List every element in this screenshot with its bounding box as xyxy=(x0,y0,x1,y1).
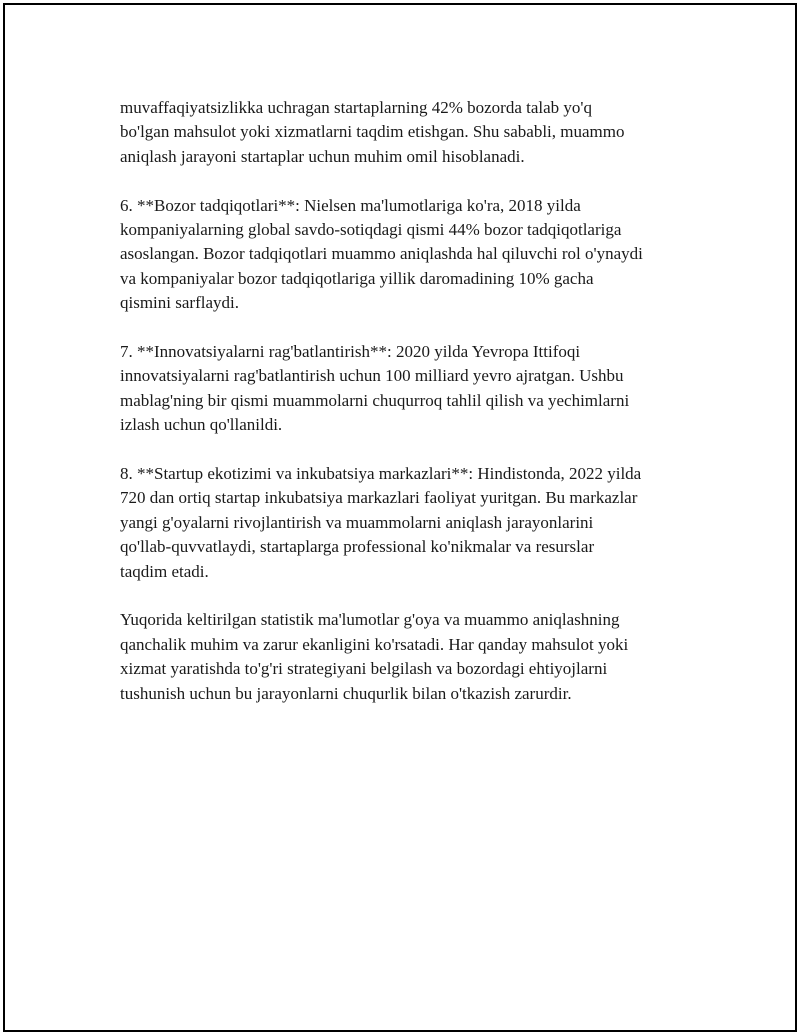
text-line: innovatsiyalarni rag'batlantirish uchun 100 milliard yevro ajratgan. Ushbu xyxy=(120,366,624,386)
text-line: qanchalik muhim va zarur ekanligini ko'rsatadi. Har qanday mahsulot yoki xyxy=(120,634,629,654)
text-line: qo'llab-quvvatlaydi, startaplarga professional ko'nikmalar va resurslar xyxy=(120,537,595,557)
text-line: qismini sarflaydi. xyxy=(120,293,239,313)
text-line: taqdim etadi. xyxy=(120,561,209,581)
text-line: tushunish uchun bu jarayonlarni chuqurlik bilan o'tkazish zarurdir. xyxy=(120,683,572,703)
text-line: 6. **Bozor tadqiqotlari**: Nielsen ma'lumotlariga ko'ra, 2018 yilda xyxy=(120,195,581,215)
text-line: 720 dan ortiq startap inkubatsiya markazlari faoliyat yuritgan. Bu markazlar xyxy=(120,488,638,508)
text-line: yangi g'oyalarni rivojlantirish va muammolarni aniqlash jarayonlarini xyxy=(120,512,594,532)
paragraph-item-8 xyxy=(120,462,700,584)
text-line: bo'lgan mahsulot yoki xizmatlarni taqdim etishgan. Shu sababli, muammo xyxy=(120,122,625,142)
text-line: izlash uchun qo'llanildi. xyxy=(120,415,283,435)
paragraph-intro-continuation xyxy=(120,96,700,169)
text-line: va kompaniyalar bozor tadqiqotlariga yillik daromadining 10% gacha xyxy=(120,268,594,288)
text-line: 8. **Startup ekotizimi va inkubatsiya markazlari**: Hindistonda, 2022 yilda xyxy=(120,464,642,484)
page-frame xyxy=(3,3,797,1032)
text-line: 7. **Innovatsiyalarni rag'batlantirish**: 2020 yilda Yevropa Ittifoqi xyxy=(120,342,581,362)
paragraph-item-7 xyxy=(120,340,700,438)
text-line: aniqlash jarayoni startaplar uchun muhim omil hisoblanadi. xyxy=(120,146,525,166)
text-line: xizmat yaratishda to'g'ri strategiyani belgilash va bozordagi ehtiyojlarni xyxy=(120,659,608,679)
text-line: muvaffaqiyatsizlikka uchragan startaplarning 42% bozorda talab yo'q xyxy=(120,98,592,117)
text-line: kompaniyalarning global savdo-sotiqdagi qismi 44% bozor tadqiqotlariga xyxy=(120,220,622,240)
text-line: Yuqorida keltirilgan statistik ma'lumotlar g'oya va muammo aniqlashning xyxy=(120,610,620,630)
text-line: asoslangan. Bozor tadqiqotlari muammo aniqlashda hal qiluvchi rol o'ynaydi xyxy=(120,244,643,264)
text-line: mablag'ning bir qismi muammolarni chuqurroq tahlil qilish va yechimlarni xyxy=(120,390,630,410)
paragraph-item-6 xyxy=(120,194,700,316)
document-body xyxy=(120,96,700,730)
paragraph-conclusion xyxy=(120,608,700,706)
